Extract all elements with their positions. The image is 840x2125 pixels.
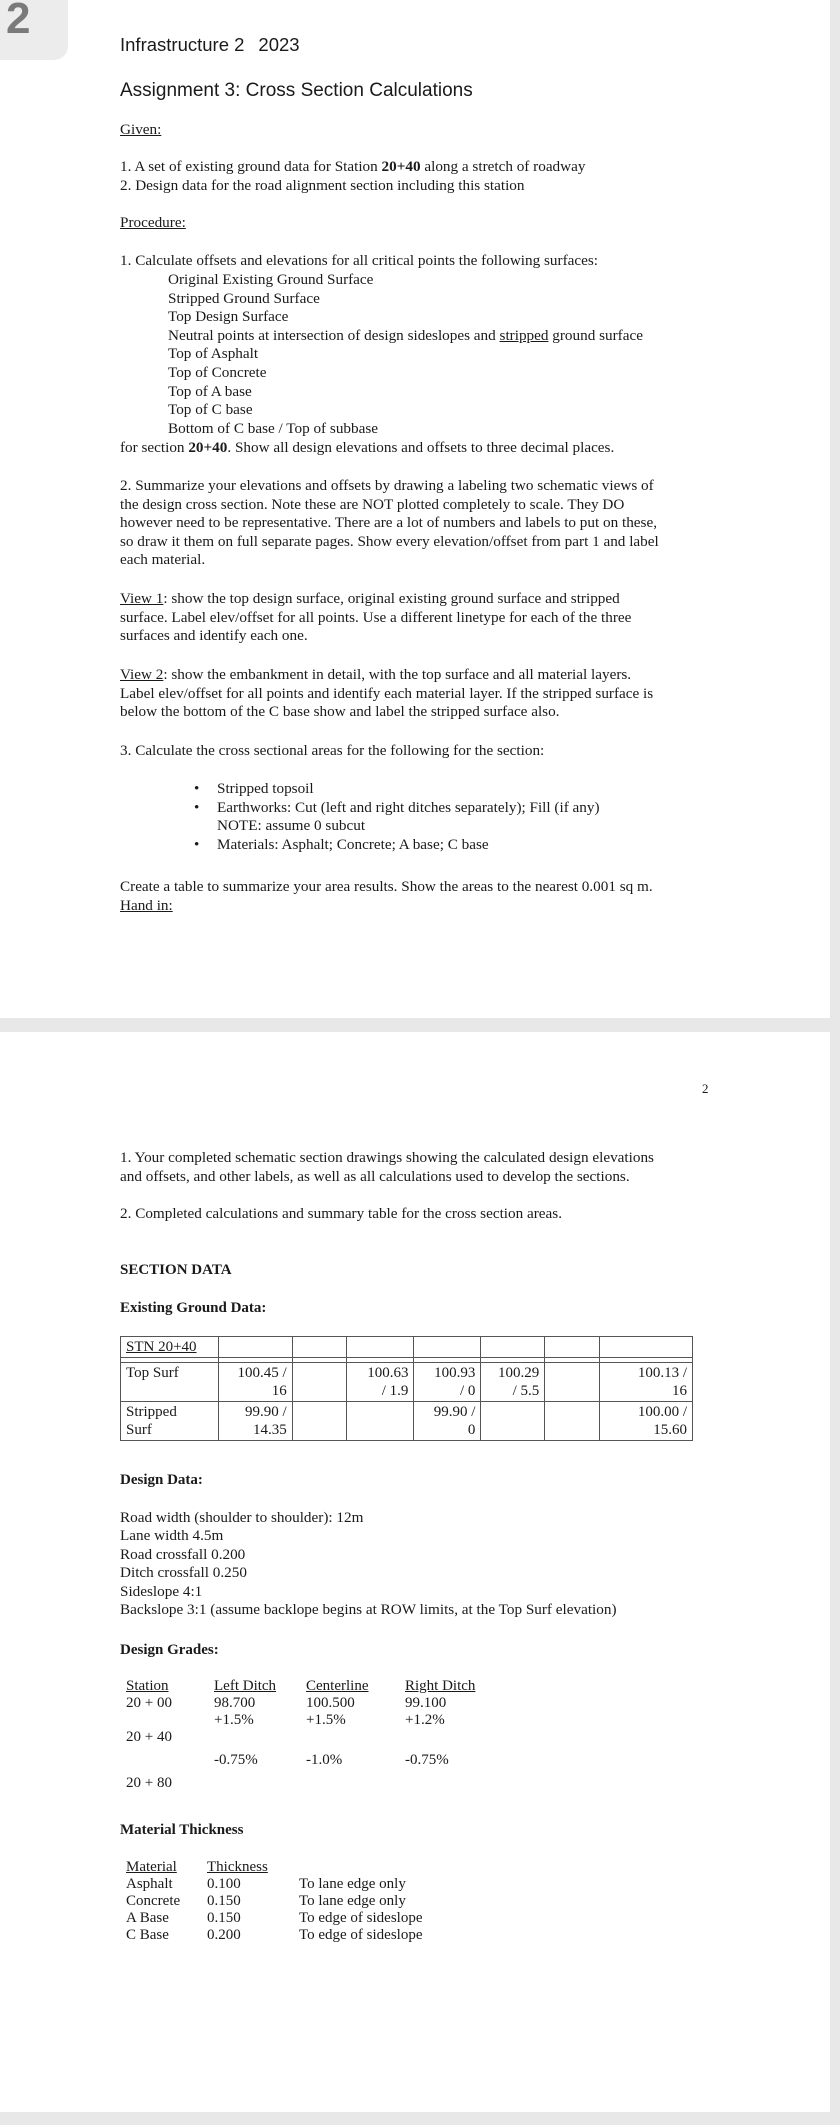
table-cell: 100.29 / 5.5	[481, 1363, 545, 1402]
surface-item: Top of Concrete	[168, 363, 267, 381]
row-label: Top Surf	[121, 1363, 219, 1402]
grades-row: 20 + 40	[126, 1729, 172, 1745]
table-cell	[292, 1402, 346, 1441]
material-row: Asphalt 0.100 To lane edge only	[126, 1876, 406, 1892]
surface-item: Top of C base	[168, 401, 253, 419]
course-year: 2023	[258, 34, 300, 55]
page-number: 2	[702, 1081, 709, 1096]
view2-label: View 2	[120, 666, 164, 683]
design-grades-table	[126, 1678, 495, 1792]
bullet-item: • Stripped topsoil	[217, 780, 600, 799]
surface-item: Top of Asphalt	[168, 345, 259, 363]
design-data-title: Design Data:	[120, 1472, 203, 1488]
given-heading: Given:	[120, 121, 162, 138]
step2-paragraph: 2. Summarize your elevations and offsets by drawing a labeling two schematic views of the design cross section. Note these are NOT plotted completely to scale. They DO however need to be representative. There are a lot of numbers and labels to put on these, so draw it them on full separate pages. Show every elevation/offset from part 1 and label each material.	[120, 477, 659, 569]
page-1	[0, 0, 830, 1018]
material-header-row: Material Thickness	[126, 1859, 268, 1875]
material-thickness-title: Material Thickness	[120, 1822, 244, 1838]
material-thickness-table	[126, 1859, 479, 1944]
surface-item: Bottom of C base / Top of subbase	[168, 419, 378, 437]
hand-in-heading: Hand in:	[120, 897, 173, 914]
table-row	[121, 1337, 693, 1358]
view1-label: View 1	[120, 590, 164, 607]
given-item-1: 1. A set of existing ground data for Station 20+40 along a stretch of roadway	[120, 158, 586, 175]
material-row: C Base 0.200 To edge of sideslope	[126, 1927, 423, 1943]
grades-row: -0.75% -1.0% -0.75%	[214, 1752, 449, 1768]
existing-ground-table	[120, 1336, 693, 1441]
table-cell: 99.90 / 14.35	[218, 1402, 292, 1441]
step3-intro: 3. Calculate the cross sectional areas for the following for the section:	[120, 742, 545, 759]
table-cell	[481, 1402, 545, 1441]
table-cell: 100.13 / 16	[600, 1363, 693, 1402]
design-data-list	[120, 1509, 617, 1619]
section-data-title: SECTION DATA	[120, 1262, 232, 1278]
surface-list	[168, 271, 643, 438]
given-item-2: 2. Design data for the road alignment section including this station	[120, 177, 525, 194]
material-row: Concrete 0.150 To lane edge only	[126, 1893, 406, 1909]
table-row-top-surf	[121, 1363, 693, 1402]
page-2	[0, 1032, 830, 2112]
existing-ground-title: Existing Ground Data:	[120, 1300, 267, 1316]
material-row: A Base 0.150 To edge of sideslope	[126, 1910, 423, 1926]
surface-item: Top Design Surface	[168, 308, 289, 326]
surface-item: Top of A base	[168, 382, 252, 400]
step1-intro: 1. Calculate offsets and elevations for all critical points the following surfaces:	[120, 252, 598, 269]
table-instruction: Create a table to summarize your area results. Show the areas to the nearest 0.001 sq m.	[120, 878, 653, 895]
grades-header-row: Station Left Ditch Centerline Right Ditch	[126, 1678, 476, 1694]
table-cell	[346, 1402, 414, 1441]
table-cell: 100.93 / 0	[414, 1363, 481, 1402]
surface-item: Original Existing Ground Surface	[168, 271, 374, 288]
grades-row: +1.5% +1.5% +1.2%	[214, 1712, 445, 1728]
table-cell: 100.00 / 15.60	[600, 1402, 693, 1441]
design-data-item: Road width (shoulder to shoulder): 12m	[120, 1509, 364, 1526]
design-grades-title: Design Grades:	[120, 1642, 219, 1658]
grades-row: 20 + 00 98.700 100.500 99.100	[126, 1695, 447, 1711]
table-row-stripped-surf	[121, 1402, 693, 1441]
table-cell: 100.45 / 16	[218, 1363, 292, 1402]
step3-bullets	[217, 780, 600, 854]
surface-item: Stripped Ground Surface	[168, 289, 320, 307]
row-label: Stripped Surf	[121, 1402, 219, 1441]
table-cell	[545, 1402, 600, 1441]
page-badge: 2	[0, 0, 68, 60]
table-cell: 100.63 / 1.9	[346, 1363, 414, 1402]
view1-paragraph: View 1: show the top design surface, original existing ground surface and stripped surface. Label elev/offset for all points. Use a different linetype for each of the three surfaces and identify each one.	[120, 590, 632, 645]
handin-item-2: 2. Completed calculations and summary table for the cross section areas.	[120, 1205, 562, 1222]
design-data-item: Road crossfall 0.200	[120, 1545, 246, 1563]
bullet-item: • Earthworks: Cut (left and right ditches separately); Fill (if any)	[217, 799, 600, 818]
course-header	[120, 34, 300, 56]
design-data-item: Backslope 3:1 (assume backlope begins at ROW limits, at the Top Surf elevation)	[120, 1601, 617, 1619]
table-cell	[292, 1363, 346, 1402]
table-cell: 99.90 / 0	[414, 1402, 481, 1441]
procedure-heading: Procedure:	[120, 214, 186, 231]
assignment-title: Assignment 3: Cross Section Calculations	[120, 80, 473, 101]
design-data-item: Sideslope 4:1	[120, 1582, 203, 1600]
handin-item-1: 1. Your completed schematic section drawings showing the calculated design elevations and offsets, and other labels, as well as all calculations used to develop the sections.	[120, 1149, 654, 1185]
design-data-item: Ditch crossfall 0.250	[120, 1564, 247, 1582]
bullet-note: NOTE: assume 0 subcut	[217, 817, 366, 835]
bullet-item: • Materials: Asphalt; Concrete; A base; C base	[217, 836, 600, 855]
station-cell: STN 20+40	[121, 1337, 219, 1358]
grades-row: 20 + 80	[126, 1775, 172, 1791]
step1-outro: for section 20+40. Show all design elevations and offsets to three decimal places.	[120, 439, 615, 456]
view2-paragraph: View 2: show the embankment in detail, with the top surface and all material layers. Label elev/offset for all points and identify each material layer. If the stripped surface is below the bottom of the C base show and label the stripped surface also.	[120, 666, 654, 721]
surface-item-neutral: Neutral points at intersection of design sideslopes and stripped ground surface	[168, 326, 643, 344]
table-cell	[545, 1363, 600, 1402]
course-name: Infrastructure 2	[120, 34, 245, 55]
design-data-item: Lane width 4.5m	[120, 1527, 224, 1545]
